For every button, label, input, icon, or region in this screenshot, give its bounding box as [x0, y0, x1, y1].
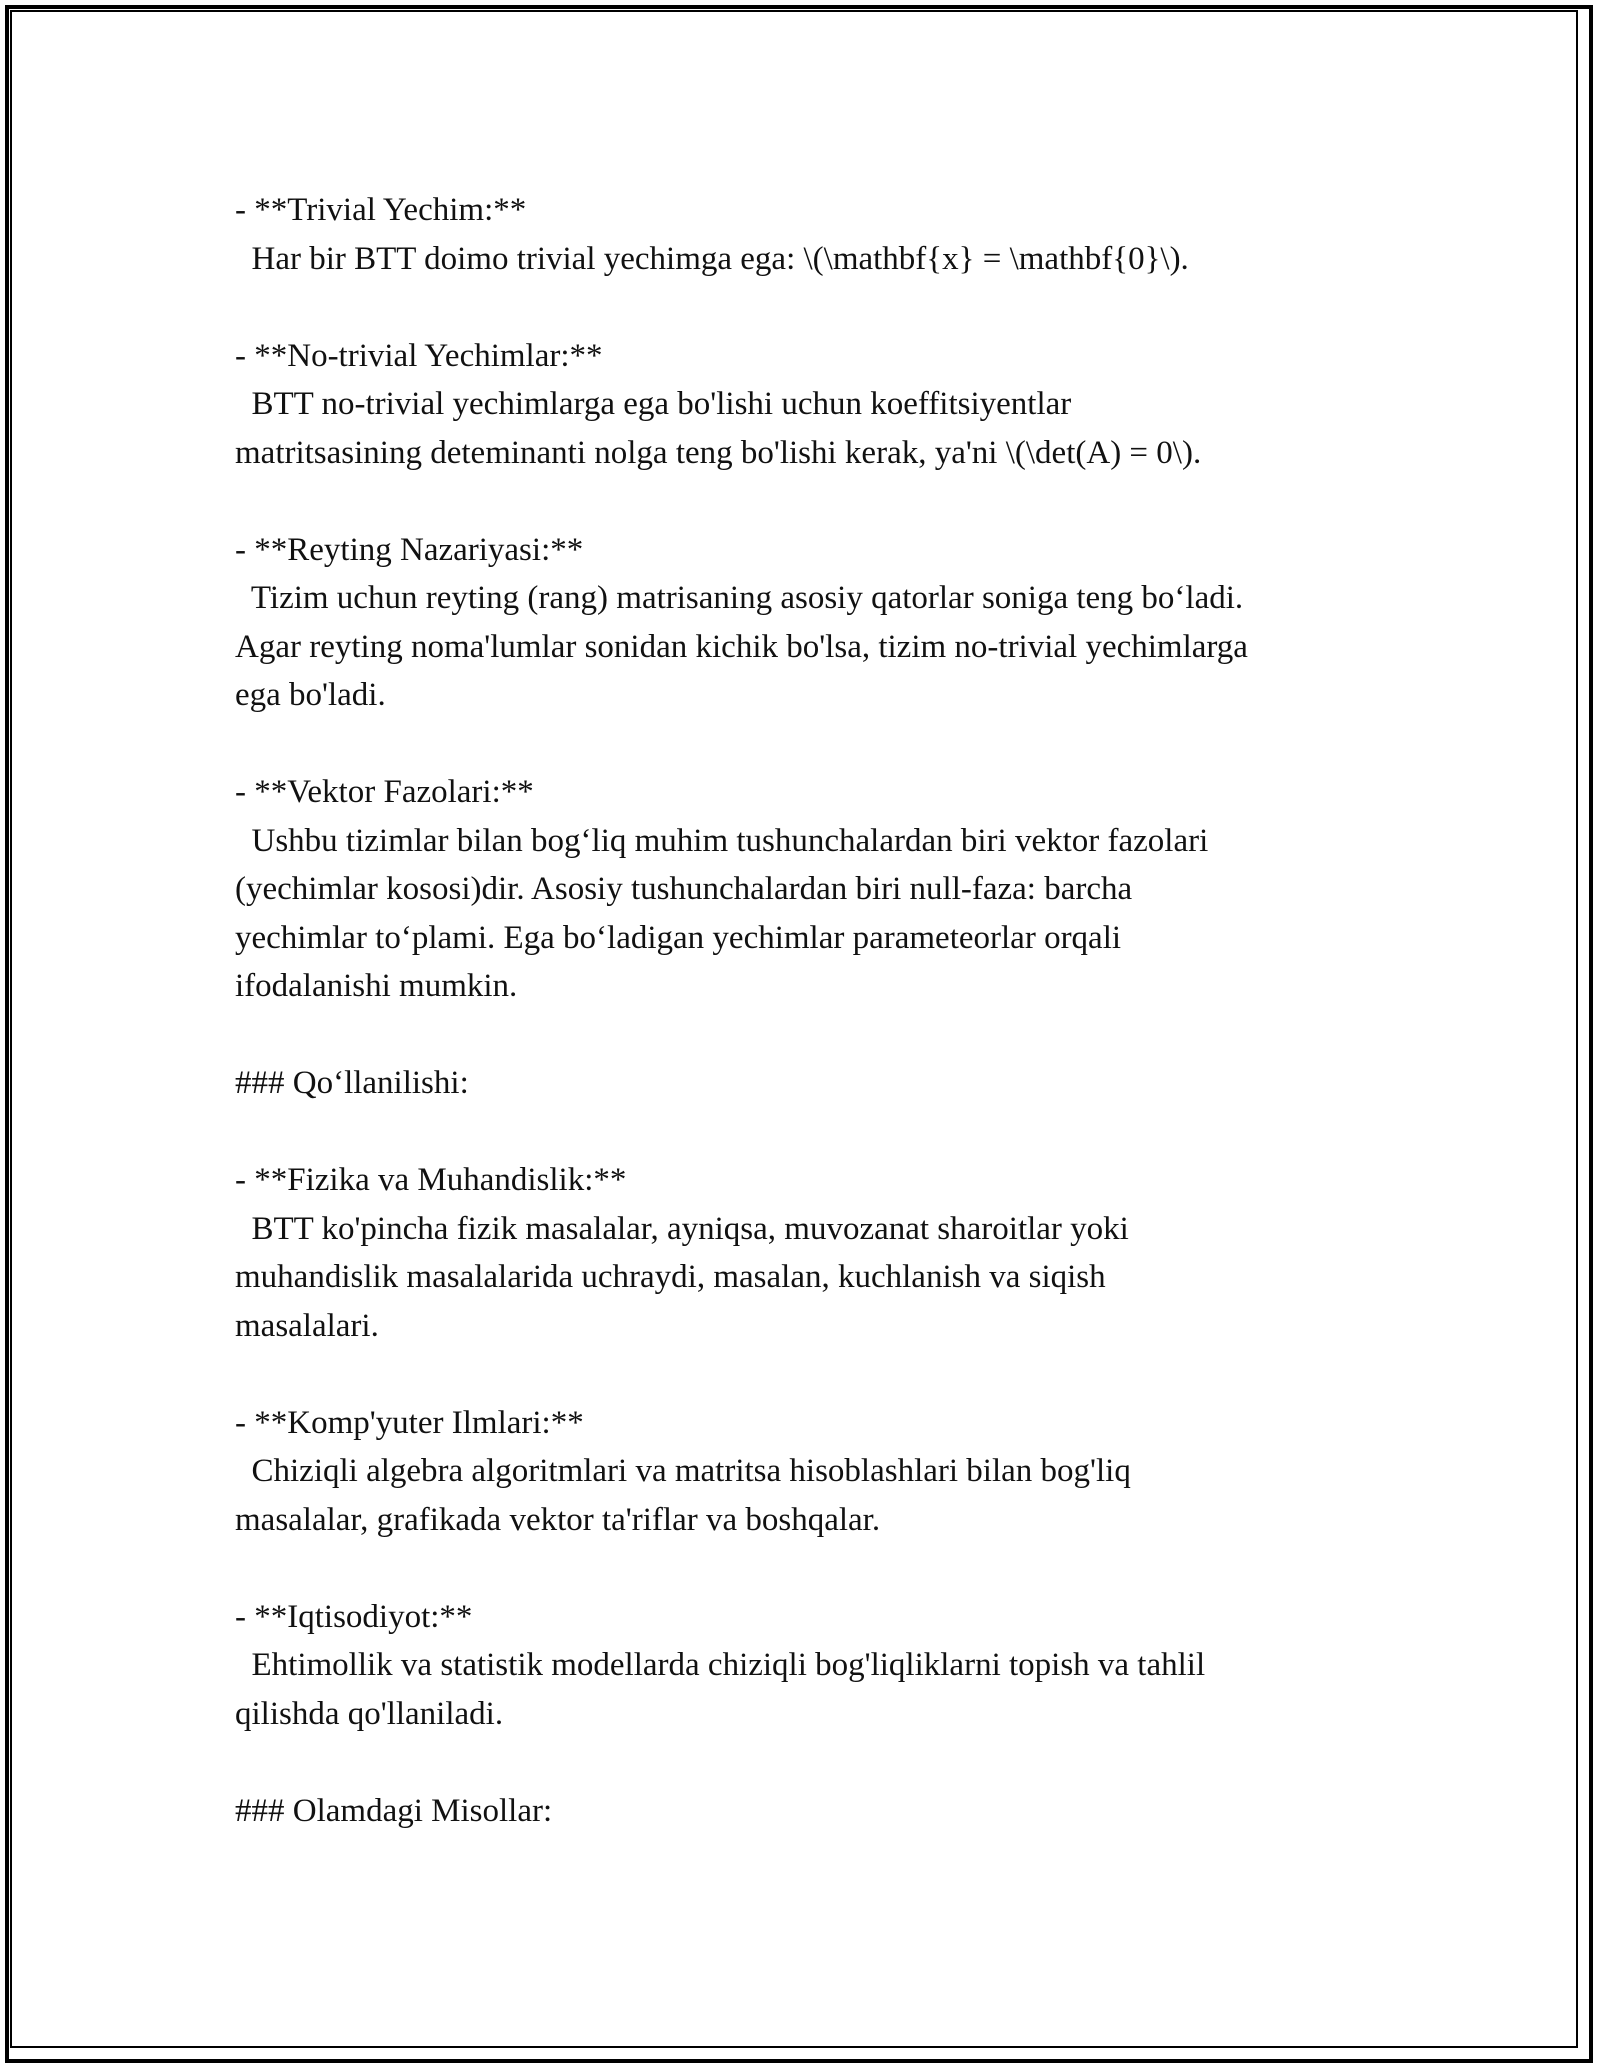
blank-line	[235, 1544, 1435, 1593]
section-heading: ### Olamdagi Misollar:	[235, 1792, 553, 1829]
text-line: Tizim uchun reyting (rang) matrisaning asosiy qatorlar soniga teng bo‘ladi.	[235, 580, 1244, 616]
text-line: masalalar, grafikada vektor ta'riflar va boshqalar.	[235, 1501, 881, 1538]
blank-line	[235, 1350, 1435, 1399]
text-line: BTT no-trivial yechimlarga ega bo'lishi uchun koeffitsiyentlar	[235, 386, 1072, 422]
text-line: Agar reyting noma'lumlar sonidan kichik bo'lsa, tizim no-trivial yechimlarga	[235, 628, 1248, 665]
blank-line	[235, 477, 1435, 526]
text-line: BTT ko'pincha fizik masalalar, ayniqsa, muvozanat sharoitlar yoki	[235, 1210, 1129, 1247]
text-line: - **Vektor Fazolari:**	[235, 774, 534, 810]
blank-line	[235, 1108, 1435, 1157]
text-line: - **Iqtisodiyot:**	[235, 1598, 473, 1635]
text-line: - **No-trivial Yechimlar:**	[235, 337, 603, 374]
text-line: masalalari.	[235, 1307, 379, 1344]
text-line: - **Komp'yuter Ilmlari:**	[235, 1404, 584, 1441]
text-line: muhandislik masalalarida uchraydi, masalan, kuchlanish va siqish	[235, 1259, 1106, 1295]
text-line: Chiziqli algebra algoritmlari va matritsa hisoblashlari bilan bog'liq	[235, 1453, 1131, 1489]
blank-line	[235, 720, 1435, 769]
text-line: qilishda qo'llaniladi.	[235, 1695, 504, 1732]
text-line: matritsasining deteminanti nolga teng bo'lishi kerak, ya'ni \(\det(A) = 0\).	[235, 434, 1202, 471]
blank-line	[235, 1738, 1435, 1787]
document-body	[235, 186, 1435, 1835]
text-line: Ushbu tizimlar bilan bog‘liq muhim tushunchalardan biri vektor fazolari	[235, 822, 1209, 859]
text-line: ega bo'ladi.	[235, 677, 386, 713]
text-line: ifodalanishi mumkin.	[235, 968, 518, 1004]
text-line: Ehtimollik va statistik modellarda chiziqli bog'liqliklarni topish va tahlil	[235, 1647, 1206, 1683]
text-line: - **Fizika va Muhandislik:**	[235, 1162, 627, 1198]
section-heading: ### Qo‘llanilishi:	[235, 1065, 469, 1101]
text-line: yechimlar to‘plami. Ega bo‘ladigan yechimlar parameteorlar orqali	[235, 919, 1122, 956]
text-line: Har bir BTT doimo trivial yechimga ega: \(\mathbf{x} = \mathbf{0}\).	[235, 240, 1189, 277]
text-line: - **Reyting Nazariyasi:**	[235, 531, 584, 568]
text-line: (yechimlar kososi)dir. Asosiy tushunchalardan biri null-faza: barcha	[235, 871, 1133, 907]
blank-line	[235, 283, 1435, 332]
text-line: - **Trivial Yechim:**	[235, 192, 527, 228]
blank-line	[235, 1011, 1435, 1060]
